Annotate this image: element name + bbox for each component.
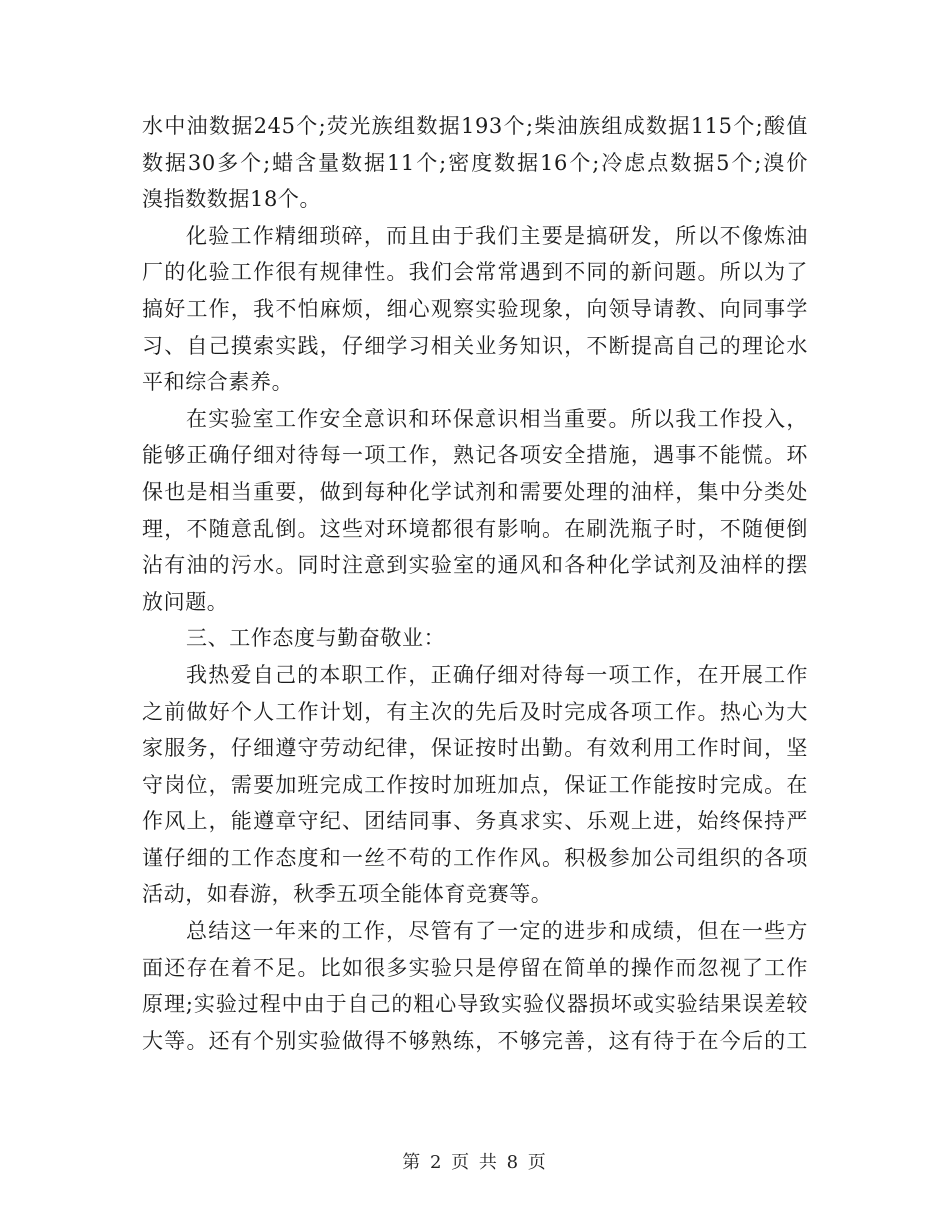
text-line: 化验工作精细琐碎，而且由于我们主要是搞研发，所以不像炼油	[186, 223, 808, 248]
section-heading	[142, 620, 808, 657]
text-line: 习、自己摸索实践，仔细学习相关业务知识，不断提高自己的理论水	[142, 333, 808, 358]
text-line: 我热爱自己的本职工作，正确仔细对待每一项工作，在开展工作	[186, 662, 808, 687]
paragraph	[142, 657, 808, 913]
text-line: 搞好工作，我不怕麻烦，细心观察实验现象，向领导请教、向同事学	[142, 296, 808, 321]
text-line: 理，不随意乱倒。这些对环境都很有影响。在刷洗瓶子时，不随便倒	[142, 516, 808, 541]
text-line: 三、工作态度与勤奋敬业：	[186, 626, 446, 651]
paragraph	[142, 401, 808, 621]
text-line: 大等。还有个别实验做得不够熟练，不够完善，这有待于在今后的工	[142, 1028, 808, 1053]
text-line: 厂的化验工作很有规律性。我们会常常遇到不同的新问题。所以为了	[142, 260, 808, 285]
paragraph	[142, 108, 808, 218]
text-line: 在实验室工作安全意识和环保意识相当重要。所以我工作投入，	[186, 406, 808, 431]
text-line: 活动，如春游，秋季五项全能体育竞赛等。	[142, 882, 553, 907]
text-line: 之前做好个人工作计划，有主次的先后及时完成各项工作。热心为大	[142, 699, 808, 724]
text-line: 家服务，仔细遵守劳动纪律，保证按时出勤。有效利用工作时间，坚	[142, 736, 808, 761]
text-line: 保也是相当重要，做到每种化学试剂和需要处理的油样，集中分类处	[142, 479, 808, 504]
text-line: 面还存在着不足。比如很多实验只是停留在简单的操作而忽视了工作	[142, 955, 808, 980]
text-line: 沾有油的污水。同时注意到实验室的通风和各种化学试剂及油样的摆	[142, 553, 808, 578]
paragraph	[142, 218, 808, 401]
text-line: 作风上，能遵章守纪、团结同事、务真求实、乐观上进，始终保持严	[142, 809, 808, 834]
text-line: 守岗位，需要加班完成工作按时加班加点，保证工作能按时完成。在	[142, 772, 808, 797]
text-line: 数据30多个;蜡含量数据11个;密度数据16个;冷虑点数据5个;溴价	[142, 150, 808, 175]
text-line: 平和综合素养。	[142, 370, 294, 395]
page-number-footer: 第 2 页 共 8 页	[402, 1152, 548, 1173]
text-line: 谨仔细的工作态度和一丝不苟的工作作风。积极参加公司组织的各项	[142, 845, 808, 870]
text-line: 放问题。	[142, 589, 229, 614]
text-line: 原理;实验过程中由于自己的粗心导致实验仪器损坏或实验结果误差较	[142, 992, 808, 1017]
document-body	[142, 108, 808, 1059]
text-line: 总结这一年来的工作，尽管有了一定的进步和成绩，但在一些方	[186, 919, 808, 944]
text-line: 能够正确仔细对待每一项工作，熟记各项安全措施，遇事不能慌。环	[142, 443, 808, 468]
text-line: 水中油数据245个;荧光族组数据193个;柴油族组成数据115个;酸值	[142, 114, 808, 138]
paragraph	[142, 913, 808, 1059]
text-line: 溴指数数据18个。	[142, 187, 322, 212]
